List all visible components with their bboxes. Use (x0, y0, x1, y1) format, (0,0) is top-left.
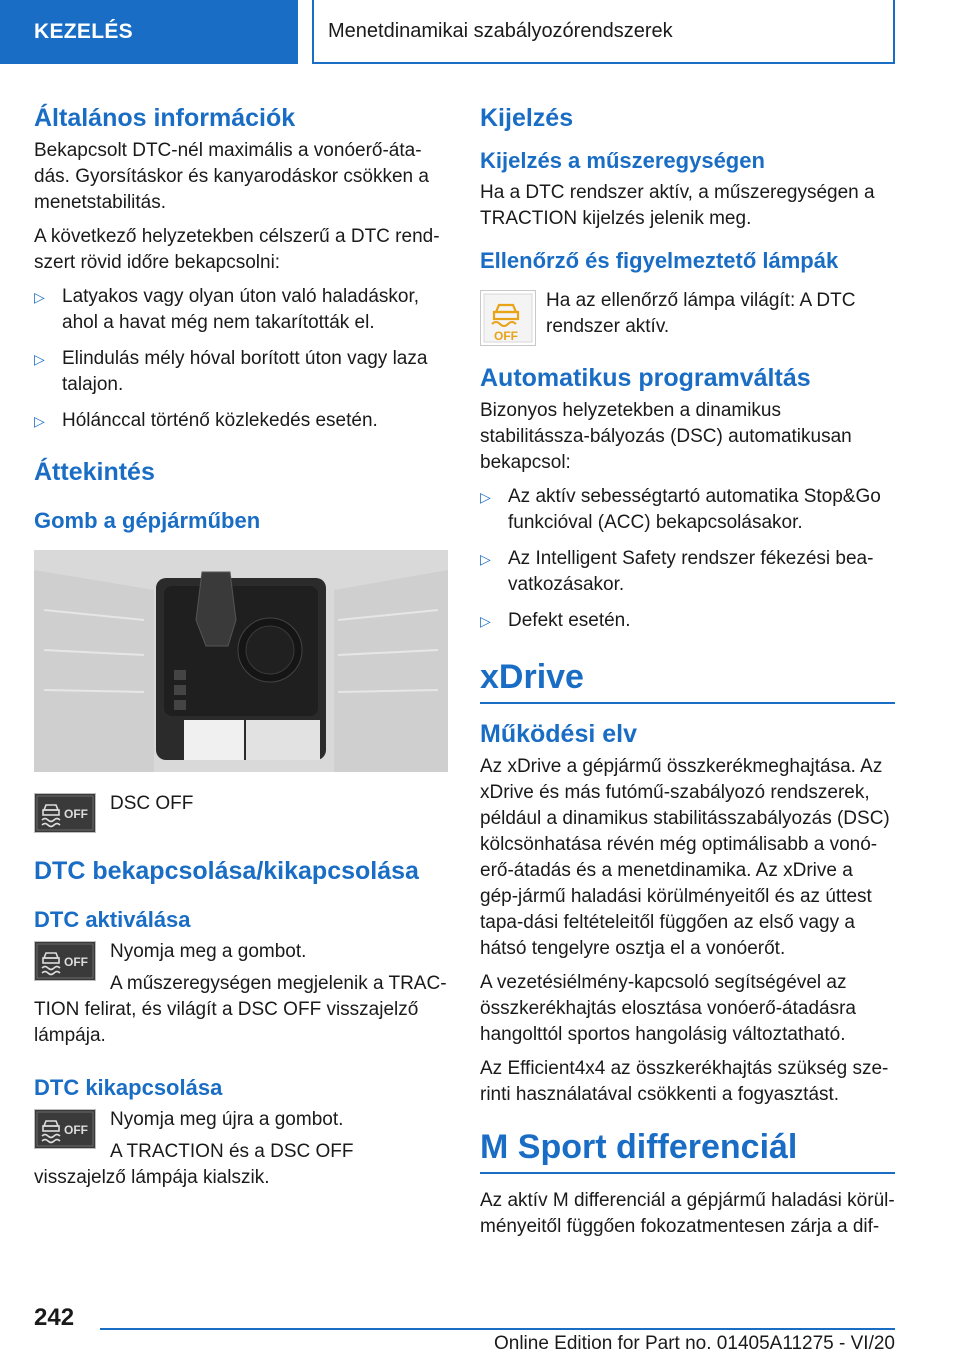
bullet-list-situations (34, 284, 448, 434)
heading-dtc-on-off: DTC bekapcsolása/kikapcsolása (34, 857, 419, 885)
paragraph-auto-program: Bizonyos helyzetekben a dinamikus stabilitássza-bályozás (DSC) automatikusan bekapcsol: (480, 400, 852, 473)
page-number: 242 (34, 1304, 75, 1331)
heading-display: Kijelzés (480, 104, 574, 132)
list-item: ▷ Defekt esetén. (480, 608, 895, 634)
heading-xdrive: xDrive (480, 658, 584, 696)
list-item: ▷ Az Intelligent Safety rendszer fékezési bea-vatkozásakor. (480, 548, 874, 595)
lamp-row (480, 288, 895, 346)
paragraph-xdrive-3: Az Efficient4x4 az összkerékhajtás szükség sze-rinti használatával csökkenti a fogyasztást. (480, 1058, 889, 1105)
lamp-text: Ha az ellenőrző lámpa világít: A DTC rendszer aktív. (546, 290, 856, 337)
list-item: ▷ Az aktív sebességtartó automatika Stop&Go funkcióval (ACC) bekapcsolásakor. (480, 486, 881, 533)
activate-step: Nyomja meg a gombot. (110, 941, 307, 962)
center-console-photo (34, 550, 448, 772)
footer-rule (100, 1328, 895, 1330)
heading-warning-lamps: Ellenőrző és figyelmeztető lámpák (480, 248, 839, 273)
footer-edition: Online Edition for Part no. 01405A11275 - VI/20 (493, 1333, 895, 1354)
dsc-off-row (34, 791, 448, 833)
header-chapter: Menetdinamikai szabályozórendszerek (312, 0, 895, 64)
heading-general-info: Általános információk (34, 104, 296, 132)
xdrive-heading-block (480, 656, 895, 704)
heading-auto-program: Automatikus programváltás (480, 364, 811, 392)
triangle-bullet-icon: ▷ (480, 489, 491, 505)
header-section: KEZELÉS (0, 0, 298, 64)
heading-working-principle: Működési elv (480, 720, 637, 748)
paragraph-dtc-situations: A következő helyzetekben célszerű a DTC rend-szert rövid időre bekapcsolni: (34, 226, 440, 273)
paragraph-xdrive-1: Az xDrive a gépjármű összkerékmeghajtása. Az xDrive és más futómű-szabályozó rendszerek, például a dinamikus stabilitásszabályozás (DSC) kölcsönhatása révén még optimálisabb a vonó-erő-átadás és a menetdinamika. Az xDrive a gép-jármű haladási körülményeitől és az úttest tapa-dási feltételeitől függően az első vagy a hátsó tengelyre osztja el a vonóerőt. (480, 756, 890, 959)
paragraph-traction-display: Ha a DTC rendszer aktív, a műszeregységen a TRACTION kijelzés jelenik meg. (480, 182, 875, 229)
dsc-off-label: DSC OFF (110, 793, 194, 814)
deactivate-result: A TRACTION és a DSC OFF visszajelző lámpája kialszik. (34, 1141, 354, 1188)
list-item: ▷ Elindulás mély hóval borított úton vagy laza talajon. (34, 348, 428, 395)
deactivate-step: Nyomja meg újra a gombot. (110, 1109, 344, 1130)
list-item: ▷ Hólánccal történő közlekedés esetén. (34, 408, 448, 434)
dtc-deactivate-block (34, 1107, 448, 1191)
list-item: ▷ Latyakos vagy olyan úton való haladáskor, ahol a havat még nem takarították el. (34, 286, 420, 333)
activate-result: A műszeregységen megjelenik a TRAC-TION felirat, és világít a DSC OFF visszajelző lámpája. (34, 973, 447, 1046)
heading-m-sport-differential: M Sport differenciál (480, 1128, 798, 1166)
heading-button-in-vehicle: Gomb a gépjárműben (34, 508, 261, 533)
left-column (34, 96, 448, 1199)
dtc-activate-block (34, 939, 448, 1049)
msport-heading-block (480, 1126, 895, 1174)
triangle-bullet-icon: ▷ (34, 289, 45, 305)
dsc-off-icon (34, 1109, 96, 1149)
heading-dtc-activate: DTC aktiválása (34, 907, 191, 932)
svg-text:OFF: OFF (494, 329, 518, 343)
paragraph-dtc-traction: Bekapcsolt DTC-nél maximális a vonóerő-áta-dás. Gyorsításkor és kanyarodáskor csökken a menetstabilitás. (34, 140, 429, 213)
heading-overview: Áttekintés (34, 458, 155, 486)
dsc-off-icon (34, 793, 96, 833)
bullet-list-auto (480, 484, 895, 634)
triangle-bullet-icon: ▷ (34, 351, 45, 367)
dsc-off-icon (34, 941, 96, 981)
triangle-bullet-icon: ▷ (34, 413, 45, 429)
triangle-bullet-icon: ▷ (480, 551, 491, 567)
triangle-bullet-icon: ▷ (480, 613, 491, 629)
right-column (480, 96, 895, 1248)
heading-display-cluster: Kijelzés a műszeregységen (480, 148, 765, 173)
paragraph-m-sport: Az aktív M differenciál a gépjármű haladási körül-ményeitől függően fokozatmentesen zárja a dif- (480, 1190, 895, 1237)
dtc-warning-lamp-icon (480, 290, 536, 346)
heading-dtc-deactivate: DTC kikapcsolása (34, 1075, 223, 1100)
paragraph-xdrive-2: A vezetésiélmény-kapcsoló segítségével az összkerékhajtás elosztása vonóerő-átadásra hangolttól sportos hangolásig változtatható. (480, 972, 856, 1045)
